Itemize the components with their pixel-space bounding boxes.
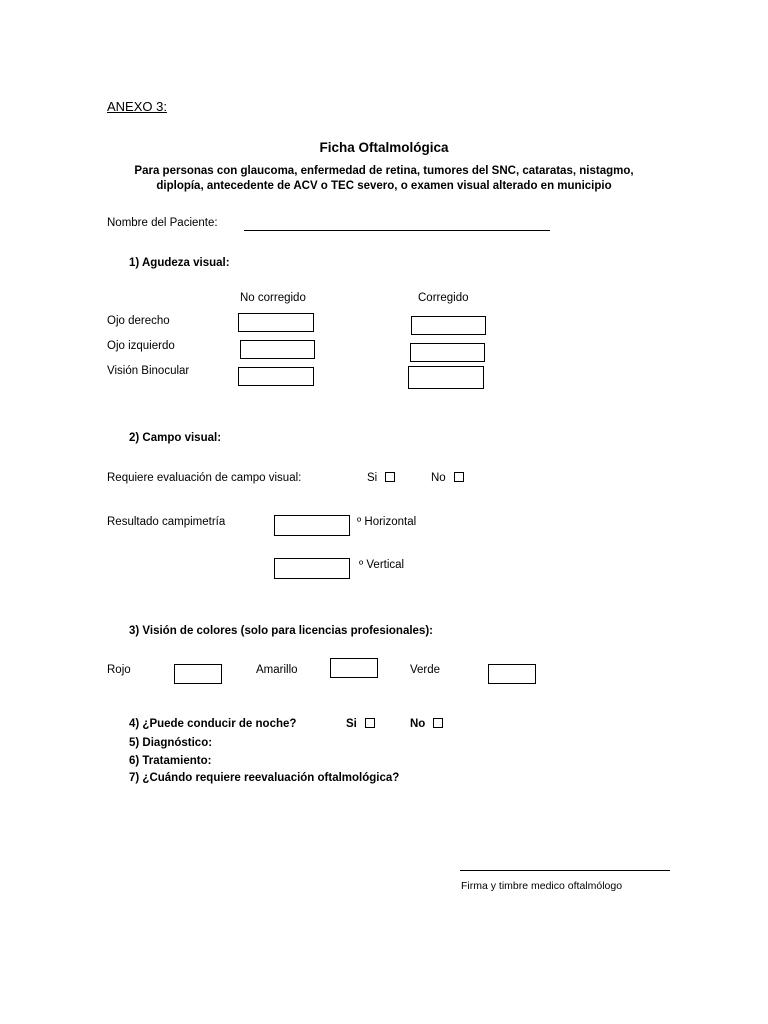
row-label-right-eye: Ojo derecho <box>107 315 170 327</box>
visual-field-no-label: No <box>431 472 446 484</box>
night-driving-yes-option[interactable] <box>346 718 375 730</box>
binocular-corrected-box[interactable] <box>408 366 484 389</box>
left-eye-uncorrected-box[interactable] <box>240 340 315 359</box>
section-2-title: 2) Campo visual: <box>129 432 222 444</box>
subtitle-line-2: diplopía, antecedente de ACV o TEC severo, o examen visual alterado en municipio <box>156 180 612 192</box>
visual-field-no-checkbox[interactable] <box>454 472 464 482</box>
visual-field-yes-label: Si <box>367 472 378 484</box>
visual-field-no-option[interactable] <box>431 472 464 484</box>
color-yellow-label: Amarillo <box>256 664 298 676</box>
diagnosis-label: 5) Diagnóstico: <box>129 737 213 749</box>
visual-field-question: Requiere evaluación de campo visual: <box>107 472 302 484</box>
night-driving-no-label: No <box>410 718 426 730</box>
night-driving-no-checkbox[interactable] <box>433 718 443 728</box>
visual-field-yes-option[interactable] <box>367 472 395 484</box>
row-label-binocular: Visión Binocular <box>107 365 190 377</box>
vertical-label: º Vertical <box>359 559 405 571</box>
col-header-corrected: Corregido <box>418 292 469 304</box>
color-red-label: Rojo <box>107 664 131 676</box>
row-label-left-eye: Ojo izquierdo <box>107 340 175 352</box>
color-red-box[interactable] <box>174 664 222 684</box>
night-driving-yes-label: Si <box>346 718 357 730</box>
col-header-uncorrected: No corregido <box>240 292 306 304</box>
left-eye-corrected-box[interactable] <box>410 343 485 362</box>
signature-line[interactable] <box>460 856 670 871</box>
color-green-box[interactable] <box>488 664 536 684</box>
annex-label: ANEXO 3: <box>107 99 167 114</box>
signature-label: Firma y timbre medico oftalmólogo <box>461 880 623 892</box>
patient-name-field[interactable] <box>244 216 550 231</box>
treatment-label: 6) Tratamiento: <box>129 755 212 767</box>
section-1-title: 1) Agudeza visual: <box>129 257 230 269</box>
binocular-uncorrected-box[interactable] <box>238 367 314 386</box>
patient-name-label: Nombre del Paciente: <box>107 217 218 229</box>
section-3-title: 3) Visión de colores (solo para licencias profesionales): <box>129 625 433 637</box>
horizontal-degrees-box[interactable] <box>274 515 350 536</box>
visual-field-yes-checkbox[interactable] <box>385 472 395 482</box>
vertical-degrees-box[interactable] <box>274 558 350 579</box>
night-driving-no-option[interactable] <box>410 718 443 730</box>
night-driving-yes-checkbox[interactable] <box>365 718 375 728</box>
night-driving-question: 4) ¿Puede conducir de noche? <box>129 718 297 730</box>
right-eye-uncorrected-box[interactable] <box>238 313 314 332</box>
subtitle-line-1: Para personas con glaucoma, enfermedad de retina, tumores del SNC, cataratas, nistagmo, <box>134 165 634 177</box>
right-eye-corrected-box[interactable] <box>411 316 486 335</box>
campimetry-result-label: Resultado campimetría <box>107 516 226 528</box>
color-green-label: Verde <box>410 664 441 676</box>
color-yellow-box[interactable] <box>330 658 378 678</box>
horizontal-label: º Horizontal <box>357 516 417 528</box>
reevaluation-question: 7) ¿Cuándo requiere reevaluación oftalmológica? <box>129 772 400 784</box>
page-title: Ficha Oftalmológica <box>319 140 449 155</box>
